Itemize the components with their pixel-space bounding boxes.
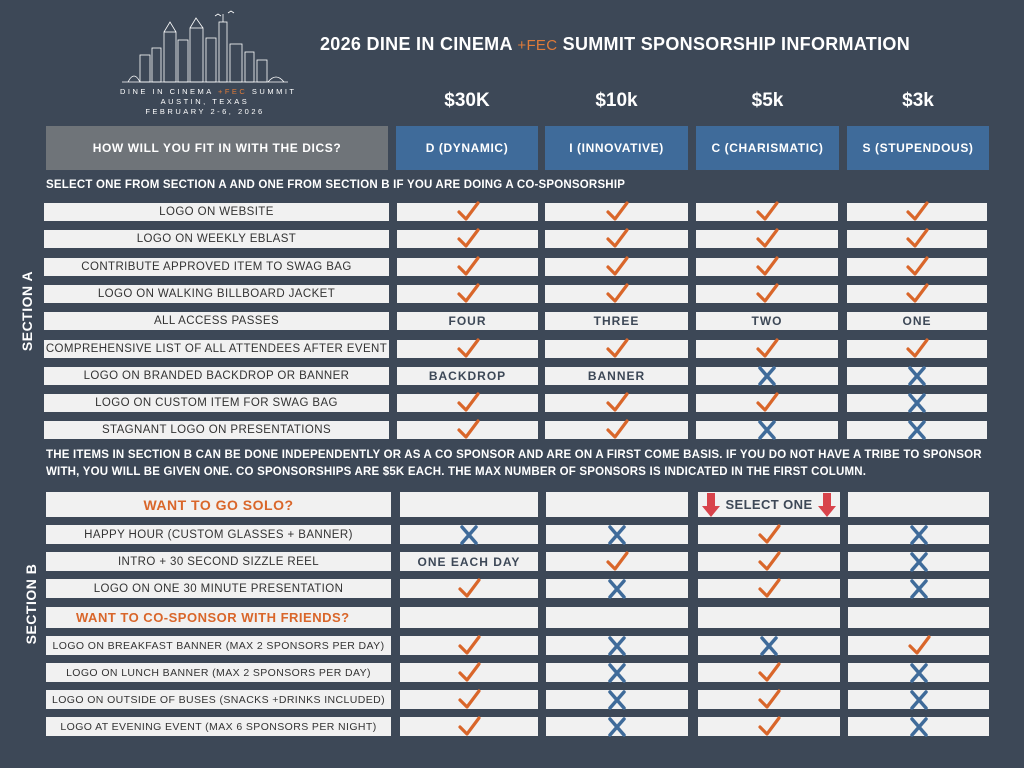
cosponsor-header-i [546, 607, 688, 628]
cross-icon [546, 525, 688, 544]
cell-value [847, 312, 987, 330]
cross-icon [847, 421, 987, 439]
check-icon [546, 552, 688, 571]
check-icon [400, 636, 538, 655]
fit-question: HOW WILL YOU FIT IN WITH THE DICS? [46, 126, 388, 170]
tier-header-d: D (DYNAMIC) [396, 126, 538, 170]
tier-header-s: S (STUPENDOUS) [847, 126, 989, 170]
price-tier-c: $5k [751, 90, 784, 111]
cross-icon [546, 579, 688, 598]
cell-value-text: THREE [593, 314, 640, 329]
down-arrow-icon [816, 491, 838, 519]
cosponsor-header-d [400, 607, 538, 628]
check-icon [400, 717, 538, 736]
check-icon [545, 285, 688, 303]
row-label: LOGO ON CUSTOM ITEM FOR SWAG BAG [44, 394, 389, 412]
check-icon [847, 258, 987, 276]
check-icon [545, 230, 688, 248]
row-label: LOGO AT EVENING EVENT (MAX 6 SPONSORS PER NIGHT) [46, 717, 391, 736]
cell-value-text: BANNER [587, 368, 646, 383]
cell-value-text: TWO [751, 314, 783, 329]
check-icon [397, 230, 538, 248]
cross-icon [698, 636, 840, 655]
cross-icon [848, 552, 989, 571]
row-label: LOGO ON OUTSIDE OF BUSES (SNACKS +DRINKS INCLUDED) [46, 690, 391, 709]
check-icon [698, 663, 840, 682]
cross-icon [848, 690, 989, 709]
row-label: HAPPY HOUR (CUSTOM GLASSES + BANNER) [46, 525, 391, 544]
row-label: LOGO ON WEEKLY EBLAST [44, 230, 389, 248]
solo-header-s [848, 492, 989, 517]
cross-icon [848, 579, 989, 598]
check-icon [696, 230, 838, 248]
select-one-banner [698, 492, 840, 517]
check-icon [545, 258, 688, 276]
instruction-text: SELECT ONE FROM SECTION A AND ONE FROM SECTION B IF YOU ARE DOING A CO-SPONSORSHIP [46, 179, 626, 191]
solo-header-i [546, 492, 688, 517]
cell-value [545, 367, 688, 385]
row-label: STAGNANT LOGO ON PRESENTATIONS [44, 421, 389, 439]
section-a-label: SECTION A [19, 270, 35, 352]
check-icon [847, 340, 987, 358]
cross-icon [546, 690, 688, 709]
cell-value-text: ONE EACH DAY [417, 554, 521, 569]
check-icon [698, 525, 840, 544]
check-icon [847, 285, 987, 303]
tier-header-c: C (CHARISMATIC) [696, 126, 839, 170]
section-b-note: THE ITEMS IN SECTION B CAN BE DONE INDEPENDENTLY OR AS A CO SPONSOR AND ARE ON A FIRST COME BASIS. IF YOU DO NOT HAVE A TRIBE TO SPONSOR WITH, YOU WILL BE GIVEN ONE. CO SPONSORSHIPS ARE $5K EACH. THE MAX NUMBER OF SPONSORS IS INDICATED IN THE FIRST COLUMN. [46, 449, 982, 478]
check-icon [545, 203, 688, 221]
check-icon [696, 285, 838, 303]
check-icon [545, 394, 688, 412]
row-label: LOGO ON BREAKFAST BANNER (MAX 2 SPONSORS PER DAY) [46, 636, 391, 655]
check-icon [397, 258, 538, 276]
price-tier-d: $30K [444, 90, 490, 111]
check-icon [847, 203, 987, 221]
tier-header-i: I (INNOVATIVE) [545, 126, 688, 170]
page-title: 2026 DINE IN CINEMA +FEC SUMMIT SPONSORSHIP INFORMATION [320, 34, 911, 54]
cross-icon [847, 367, 987, 385]
check-icon [397, 421, 538, 439]
cosponsor-header-s [848, 607, 989, 628]
cross-icon [546, 717, 688, 736]
cross-icon [696, 367, 838, 385]
cell-value-text: FOUR [448, 314, 487, 329]
cosponsor-header: WANT TO CO-SPONSOR WITH FRIENDS? [46, 607, 391, 628]
cell-value [397, 312, 538, 330]
summit-logo [120, 10, 297, 120]
check-icon [545, 340, 688, 358]
logo-line-3: FEBRUARY 2-6, 2026 [145, 107, 265, 116]
check-icon [397, 340, 538, 358]
row-label: LOGO ON BRANDED BACKDROP OR BANNER [44, 367, 389, 385]
check-icon [698, 552, 840, 571]
check-icon [400, 579, 538, 598]
logo-line-2: AUSTIN, TEXAS [160, 97, 250, 106]
check-icon [696, 258, 838, 276]
check-icon [397, 203, 538, 221]
check-icon [696, 394, 838, 412]
cell-value-text: ONE [902, 314, 932, 329]
check-icon [848, 636, 989, 655]
check-icon [698, 690, 840, 709]
cosponsor-header-c [698, 607, 840, 628]
check-icon [397, 394, 538, 412]
check-icon [397, 285, 538, 303]
cross-icon [848, 525, 989, 544]
cross-icon [546, 663, 688, 682]
row-label: LOGO ON LUNCH BANNER (MAX 2 SPONSORS PER DAY) [46, 663, 391, 682]
cell-value-text: BACKDROP [428, 368, 507, 383]
down-arrow-icon [700, 491, 722, 519]
cross-icon [848, 717, 989, 736]
row-label: LOGO ON WALKING BILLBOARD JACKET [44, 285, 389, 303]
section-b-label: SECTION B [23, 563, 39, 645]
cell-value [397, 367, 538, 385]
cross-icon [546, 636, 688, 655]
check-icon [696, 340, 838, 358]
check-icon [698, 579, 840, 598]
row-label: COMPREHENSIVE LIST OF ALL ATTENDEES AFTER EVENT [44, 340, 389, 358]
check-icon [400, 663, 538, 682]
cell-value [545, 312, 688, 330]
cell-value [696, 312, 838, 330]
logo-line-1: DINE IN CINEMA +FEC SUMMIT [120, 87, 297, 96]
cross-icon [847, 394, 987, 412]
row-label: LOGO ON WEBSITE [44, 203, 389, 221]
row-label: INTRO + 30 SECOND SIZZLE REEL [46, 552, 391, 571]
check-icon [698, 717, 840, 736]
check-icon [847, 230, 987, 248]
cross-icon [400, 525, 538, 544]
cross-icon [696, 421, 838, 439]
row-label: CONTRIBUTE APPROVED ITEM TO SWAG BAG [44, 258, 389, 276]
solo-header-d [400, 492, 538, 517]
price-tier-s: $3k [902, 90, 934, 111]
cell-value [400, 552, 538, 571]
check-icon [400, 690, 538, 709]
price-tier-i: $10k [595, 90, 638, 111]
select-one-label: SELECT ONE [725, 497, 813, 512]
check-icon [696, 203, 838, 221]
austin-skyline-icon [120, 10, 290, 85]
solo-header: WANT TO GO SOLO? [46, 492, 391, 517]
row-label: ALL ACCESS PASSES [44, 312, 389, 330]
cross-icon [848, 663, 989, 682]
row-label: LOGO ON ONE 30 MINUTE PRESENTATION [46, 579, 391, 598]
check-icon [545, 421, 688, 439]
